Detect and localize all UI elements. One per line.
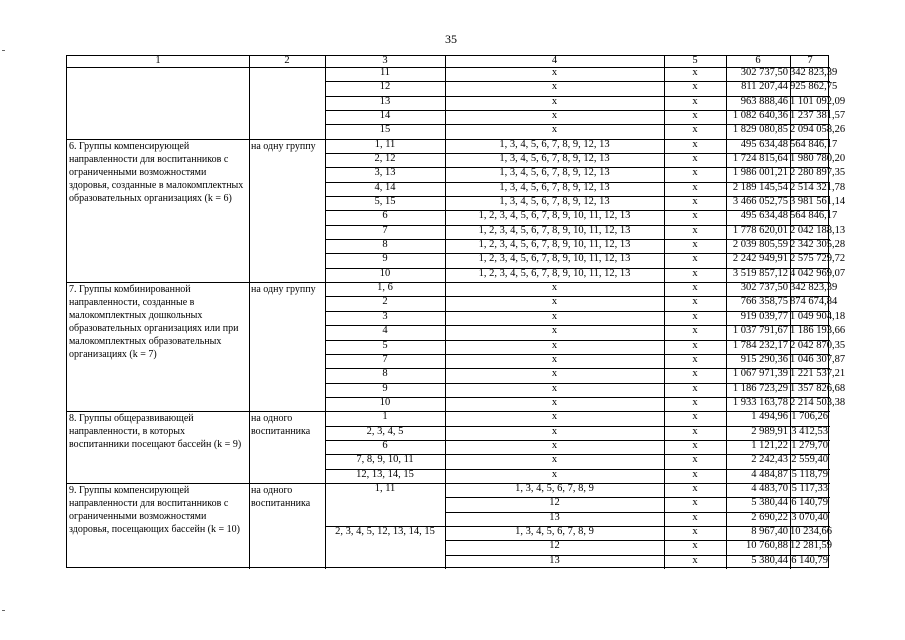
col4-values: 1, 3, 4, 5, 6, 7, 8, 9, 12, 13 — [499, 181, 610, 193]
col6-amount: 495 634,48 — [740, 210, 788, 222]
col5-mark: х — [692, 396, 698, 408]
col7-amount: 3 412,53 — [791, 425, 828, 437]
col3-values: 11 — [379, 67, 391, 78]
column-header: 4 — [551, 55, 558, 66]
col5-mark: х — [692, 382, 698, 394]
col3-values: 8 — [382, 368, 388, 380]
col7-amount: 564 846,17 — [790, 210, 838, 222]
col7-amount: 1 046 307,87 — [790, 353, 846, 365]
group-unit: на одного воспитанника — [251, 413, 311, 438]
col5-mark: х — [692, 525, 698, 537]
col5-mark: х — [692, 439, 698, 451]
col6-amount: 2 189 145,54 — [732, 181, 788, 193]
col3-values: 1, 11 — [374, 138, 396, 150]
col6-amount: 3 466 052,75 — [732, 196, 788, 208]
col3-values: 2, 12 — [374, 153, 396, 165]
col3-values: 7 — [382, 353, 388, 365]
col6-amount: 915 290,36 — [740, 353, 788, 365]
col5-mark: х — [692, 454, 698, 466]
column-header: 5 — [692, 55, 698, 66]
col6-amount: 5 380,44 — [751, 497, 788, 509]
col3-values: 13 — [379, 95, 391, 107]
col4-values: 1, 3, 4, 5, 6, 7, 8, 9 — [515, 482, 594, 494]
col7-amount: 5 117,33 — [791, 482, 828, 494]
col7-amount: 1 186 193,66 — [790, 325, 846, 337]
col4-values: 1, 2, 3, 4, 5, 6, 7, 8, 9, 10, 11, 12, 13 — [478, 267, 631, 279]
col4-values: 1, 2, 3, 4, 5, 6, 7, 8, 9, 10, 11, 12, 13 — [478, 210, 631, 222]
col5-mark: х — [692, 482, 698, 494]
col4-values: х — [551, 95, 558, 107]
col4-values: 1, 2, 3, 4, 5, 6, 7, 8, 9, 10, 11, 12, 13 — [478, 239, 631, 251]
col4-values: х — [551, 310, 558, 322]
col4-values: х — [551, 411, 558, 423]
col5-mark: х — [692, 554, 698, 566]
col5-mark: х — [692, 425, 698, 437]
col4-values: х — [551, 468, 558, 480]
col6-amount: 1 784 232,17 — [732, 339, 788, 351]
page-number: 35 — [445, 32, 457, 46]
col7-amount: 2 042 188,13 — [790, 224, 846, 236]
col3-values: 12 — [379, 81, 391, 93]
col7-amount: 1 237 381,57 — [790, 110, 846, 122]
col6-amount: 5 380,44 — [751, 554, 788, 566]
col7-amount: 2 280 897,35 — [790, 167, 846, 179]
col5-mark: х — [692, 67, 698, 78]
col7-amount: 1 101 092,09 — [790, 95, 846, 107]
col3-values: 10 — [379, 396, 391, 408]
col7-amount: 564 846,17 — [790, 138, 838, 150]
col7-amount: 925 862,75 — [790, 81, 838, 93]
col5-mark: х — [692, 196, 698, 208]
col7-amount: 1 279,70 — [791, 439, 828, 451]
col6-amount: 1 121,22 — [751, 439, 788, 451]
col4-values: х — [551, 353, 558, 365]
col4-values: х — [551, 382, 558, 394]
col3-values: 4 — [382, 325, 388, 337]
col5-mark: х — [692, 282, 698, 294]
col7-amount: 1 049 904,18 — [790, 310, 846, 322]
col6-amount: 4 483,70 — [751, 482, 788, 494]
col6-amount: 766 358,75 — [740, 296, 788, 308]
col7-amount: 10 234,66 — [790, 525, 832, 537]
col5-mark: х — [692, 110, 698, 122]
col4-values: 1, 3, 4, 5, 6, 7, 8, 9 — [515, 525, 594, 537]
col4-values: х — [551, 454, 558, 466]
col6-amount: 1 494,96 — [751, 411, 788, 423]
col7-amount: 6 140,79 — [791, 554, 828, 566]
col6-amount: 1 037 791,67 — [732, 325, 788, 337]
col5-mark: х — [692, 210, 698, 222]
col4-values: 1, 3, 4, 5, 6, 7, 8, 9, 12, 13 — [499, 196, 610, 208]
col3-values: 3 — [382, 310, 388, 322]
col5-mark: х — [692, 153, 698, 165]
col5-mark: х — [692, 339, 698, 351]
col5-mark: х — [692, 325, 698, 337]
col7-amount: 1 706,26 — [791, 411, 828, 423]
col4-values: х — [551, 396, 558, 408]
col6-amount: 3 519 857,12 — [732, 267, 788, 279]
col3-values: 1, 6 — [377, 282, 393, 294]
col3-values: 1, 11 — [374, 482, 396, 494]
col4-values: х — [551, 368, 558, 380]
col4-values: х — [551, 110, 558, 122]
col5-mark: х — [692, 368, 698, 380]
col3-values: 5 — [382, 339, 388, 351]
col4-values: х — [551, 282, 558, 294]
col4-values: х — [551, 339, 558, 351]
col3-values: 4, 14 — [374, 181, 396, 193]
col6-amount: 8 967,40 — [751, 525, 788, 537]
col6-amount: 10 760,88 — [746, 540, 788, 552]
col3-values: 2, 3, 4, 5, 12, 13, 14, 15 — [335, 525, 435, 537]
col4-values: 1, 3, 4, 5, 6, 7, 8, 9, 12, 13 — [499, 167, 610, 179]
col5-mark: х — [692, 95, 698, 107]
col6-amount: 1 067 971,39 — [732, 368, 788, 380]
col7-amount: 2 094 058,26 — [790, 124, 846, 136]
col7-amount: 2 042 870,35 — [790, 339, 846, 351]
col6-amount: 2 989,91 — [751, 425, 788, 437]
col4-values: х — [551, 325, 558, 337]
col4-values: 1, 3, 4, 5, 6, 7, 8, 9, 12, 13 — [499, 153, 610, 165]
col4-values: 12 — [549, 540, 560, 552]
col3-values: 2, 3, 4, 5 — [366, 425, 404, 437]
col5-mark: х — [692, 511, 698, 523]
column-header: 2 — [284, 55, 290, 66]
col6-amount: 2 039 805,59 — [732, 239, 788, 251]
col3-values: 3, 13 — [374, 167, 396, 179]
col7-amount: 874 674,84 — [790, 296, 838, 308]
col4-values: 1, 3, 4, 5, 6, 7, 8, 9, 12, 13 — [499, 138, 610, 150]
group-unit: на одну группу — [251, 284, 316, 296]
col7-amount: 2 575 729,72 — [790, 253, 846, 265]
col6-amount: 302 737,50 — [740, 67, 788, 78]
col5-mark: х — [692, 310, 698, 322]
col5-mark: х — [692, 224, 698, 236]
col3-values: 5, 15 — [374, 196, 396, 208]
col6-amount: 1 933 163,78 — [732, 396, 788, 408]
column-header: 7 — [807, 55, 813, 66]
col6-amount: 1 778 620,01 — [732, 224, 788, 236]
col4-values: 1, 2, 3, 4, 5, 6, 7, 8, 9, 10, 11, 12, 13 — [478, 253, 631, 265]
col3-values: 9 — [382, 382, 388, 394]
col3-values: 12, 13, 14, 15 — [356, 468, 414, 480]
group-label: 8. Группы общеразвивающей направленности, в которых воспитанники посещают бассейн (k = 9) — [69, 413, 242, 451]
col5-mark: х — [692, 267, 698, 279]
col3-values: 7 — [382, 224, 388, 236]
col6-amount: 1 986 001,21 — [732, 167, 788, 179]
col7-amount: 1 221 537,21 — [790, 368, 846, 380]
col4-values: х — [551, 296, 558, 308]
col7-amount: 2 559,40 — [791, 454, 828, 466]
col3-values: 15 — [379, 124, 391, 136]
col7-amount: 2 214 503,38 — [790, 396, 846, 408]
col3-values: 9 — [382, 253, 388, 265]
group-label: 9. Группы компенсирующей направленности для воспитанников с ограниченными возможностями здоровья, посещающих бассейн (k = 10) — [69, 484, 240, 535]
col7-amount: 342 823,39 — [790, 282, 838, 294]
col5-mark: х — [692, 253, 698, 265]
col4-values: х — [551, 439, 558, 451]
group-unit: на одну группу — [251, 140, 316, 152]
col3-values: 1 — [382, 411, 388, 423]
scan-mark — [2, 610, 5, 611]
col7-amount: 5 118,79 — [791, 468, 828, 480]
col4-values: 12 — [549, 497, 560, 509]
col4-values: 13 — [549, 511, 560, 523]
scan-mark — [2, 50, 5, 51]
col5-mark: х — [692, 81, 698, 93]
group-label: 7. Группы комбинированной направленности, созданные в малокомплектных дошкольных образовательных организациях или при малокомплектных образовательных организациях (k = 7) — [69, 284, 239, 361]
col4-values: 1, 2, 3, 4, 5, 6, 7, 8, 9, 10, 11, 12, 13 — [478, 224, 631, 236]
col3-values: 14 — [379, 110, 391, 122]
col3-values: 6 — [382, 439, 388, 451]
col6-amount: 1 186 723,29 — [732, 382, 788, 394]
col5-mark: х — [692, 181, 698, 193]
col5-mark: х — [692, 468, 698, 480]
col6-amount: 2 242 949,91 — [732, 253, 788, 265]
column-header: 1 — [155, 55, 161, 66]
col5-mark: х — [692, 411, 698, 423]
col7-amount: 3 070,40 — [791, 511, 828, 523]
col3-values: 10 — [379, 267, 391, 279]
col4-values: х — [551, 425, 558, 437]
col4-values: х — [551, 81, 558, 93]
col5-mark: х — [692, 497, 698, 509]
col7-amount: 2 342 305,28 — [790, 239, 846, 251]
group-unit: на одного воспитанника — [251, 484, 311, 509]
col3-values: 6 — [382, 210, 388, 222]
col6-amount: 2 690,22 — [751, 511, 788, 523]
col7-amount: 1 357 826,68 — [790, 382, 846, 394]
col6-amount: 1 724 815,64 — [732, 153, 788, 165]
col7-amount: 2 514 321,78 — [790, 181, 846, 193]
col6-amount: 811 207,44 — [741, 81, 788, 93]
col5-mark: х — [692, 353, 698, 365]
col7-amount: 6 140,79 — [791, 497, 828, 509]
col7-amount: 3 981 561,14 — [790, 196, 846, 208]
col6-amount: 302 737,50 — [740, 282, 788, 294]
col3-values: 2 — [382, 296, 388, 308]
col5-mark: х — [692, 124, 698, 136]
col6-amount: 4 484,87 — [751, 468, 788, 480]
col5-mark: х — [692, 296, 698, 308]
col4-values: 13 — [549, 554, 560, 566]
col6-amount: 1 082 640,36 — [732, 110, 788, 122]
col7-amount: 1 980 780,20 — [790, 153, 846, 165]
col7-amount: 4 042 969,07 — [790, 267, 846, 279]
col5-mark: х — [692, 167, 698, 179]
col7-amount: 342 823,39 — [790, 67, 838, 78]
col3-values: 7, 8, 9, 10, 11 — [356, 454, 414, 466]
data-table — [66, 55, 846, 568]
col5-mark: х — [692, 138, 698, 150]
col4-values: х — [551, 124, 558, 136]
column-header: 6 — [755, 55, 761, 66]
col6-amount: 963 888,46 — [740, 95, 788, 107]
col5-mark: х — [692, 540, 698, 552]
col6-amount: 2 242,43 — [751, 454, 788, 466]
group-label: 6. Группы компенсирующей направленности для воспитанников с ограниченными возможностями здоровья, созданные в малокомплектных образовательных организациях (k = 6) — [69, 140, 244, 204]
col5-mark: х — [692, 239, 698, 251]
col4-values: х — [551, 67, 558, 78]
col7-amount: 12 281,59 — [790, 540, 832, 552]
col3-values: 8 — [382, 239, 388, 251]
col6-amount: 919 039,77 — [740, 310, 788, 322]
col6-amount: 1 829 080,85 — [732, 124, 788, 136]
column-header: 3 — [382, 55, 388, 66]
col6-amount: 495 634,48 — [740, 138, 788, 150]
